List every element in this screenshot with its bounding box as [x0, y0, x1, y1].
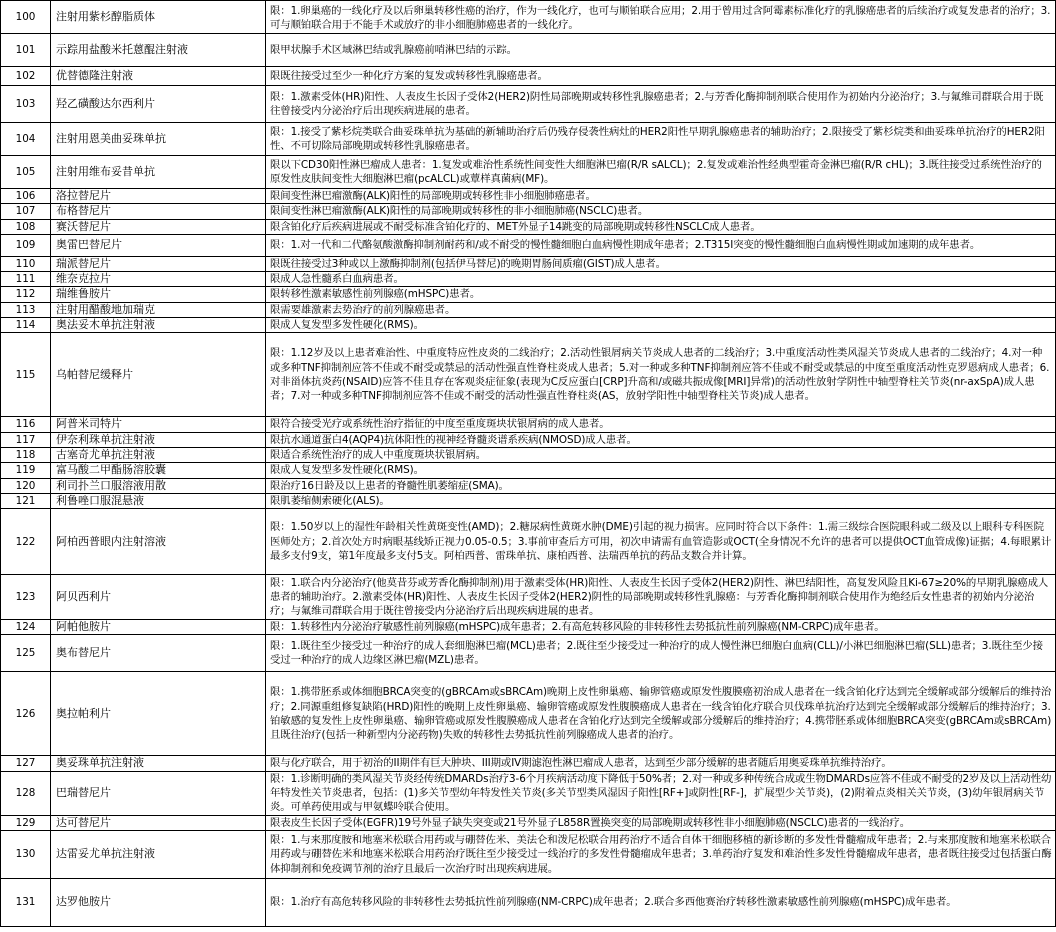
row-number: 126: [1, 672, 51, 756]
table-row: [1, 509, 1056, 575]
payment-restriction: 限：1.50岁以上的湿性年龄相关性黄斑变性(AMD)；2.糖尿病性黄斑水肿(DME)引起的视力损害。应同时符合以下条件：1.需三级综合医院眼科或二级及以上眼科专科医院医师处方；2.首次处方时病眼基线矫正视力0.05-0.5；3.事前审查后方可用，初次申请需有血管造影或OCT(全身情况不允许的患者可以提供OCT血管成像)证据；4.每眼累计最多支付9支，第1年度最多支付5支。阿柏西普、雷珠单抗、康柏西普、法瑞西单抗的药品支数合并计算。: [266, 509, 1056, 575]
row-number: 131: [1, 878, 51, 926]
row-number: 124: [1, 620, 51, 635]
drug-name: 注射用恩美曲妥珠单抗: [51, 123, 266, 156]
row-number: 125: [1, 635, 51, 672]
payment-restriction: 限需要雄激素去势治疗的前列腺癌患者。: [266, 302, 1056, 317]
row-number: 100: [1, 1, 51, 34]
drug-name: 奥布替尼片: [51, 635, 266, 672]
payment-restriction: 限以下CD30阳性淋巴瘤成人患者：1.复发或难治性系统性间变性大细胞淋巴瘤(R/R sALCL)；2.复发或难治性经典型霍奇金淋巴瘤(R/R cHL)；3.既往接受过系统性治疗的原发性皮肤间变性大细胞淋巴瘤(pcALCL)或蕈样真菌病(MF)。: [266, 156, 1056, 189]
payment-restriction: 限间变性淋巴瘤激酶(ALK)阳性的局部晚期或转移性的非小细胞肺癌(NSCLC)患者。: [266, 204, 1056, 219]
row-number: 127: [1, 756, 51, 771]
drug-name: 利鲁唑口服混悬液: [51, 493, 266, 508]
drug-name: 古塞奇尤单抗注射液: [51, 447, 266, 462]
drug-name: 阿普米司特片: [51, 417, 266, 432]
row-number: 128: [1, 771, 51, 815]
table-row: [1, 756, 1056, 771]
drug-name: 洛拉替尼片: [51, 189, 266, 204]
row-number: 120: [1, 478, 51, 493]
drug-name: 乌帕替尼缓释片: [51, 333, 266, 417]
drug-name: 注射用醋酸地加瑞克: [51, 302, 266, 317]
table-row: [1, 123, 1056, 156]
drug-name: 奥拉帕利片: [51, 672, 266, 756]
table-row: [1, 635, 1056, 672]
payment-restriction: 限既往接受过3种或以上激酶抑制剂(包括伊马替尼)的晚期胃肠间质瘤(GIST)成人患者。: [266, 256, 1056, 271]
drug-name: 瑞派替尼片: [51, 256, 266, 271]
payment-restriction: 限成人急性髓系白血病患者。: [266, 272, 1056, 287]
payment-restriction: 限适合系统性治疗的成人中重度斑块状银屑病。: [266, 447, 1056, 462]
drug-name: 优替德隆注射液: [51, 67, 266, 86]
table-row: [1, 478, 1056, 493]
table-row: [1, 771, 1056, 815]
row-number: 114: [1, 318, 51, 333]
payment-restriction: 限成人复发型多发性硬化(RMS)。: [266, 318, 1056, 333]
table-row: [1, 815, 1056, 830]
row-number: 123: [1, 575, 51, 620]
drug-name: 注射用维布妥昔单抗: [51, 156, 266, 189]
table-row: [1, 493, 1056, 508]
payment-restriction: 限治疗16日龄及以上患者的脊髓性肌萎缩症(SMA)。: [266, 478, 1056, 493]
table-row: [1, 156, 1056, 189]
row-number: 102: [1, 67, 51, 86]
drug-name: 奥雷巴替尼片: [51, 234, 266, 256]
payment-restriction: 限：1.诊断明确的类风湿关节炎经传统DMARDs治疗3-6个月疾病活动度下降低于50%者；2.对一种或多种传统合成或生物DMARDs应答不佳或不耐受的2岁及以上活动性幼年特发性关节炎患者，包括：(1)多关节型幼年特发性关节炎(多关节型类风湿因子阳性[RF+]或阴性[RF-]，扩展型少关节炎)，(2)附着点炎相关关节炎，(3)幼年银屑病关节炎。可单药使用或与甲氨蝶呤联合使用。: [266, 771, 1056, 815]
table-row: [1, 830, 1056, 878]
payment-restriction: 限与化疗联合，用于初治的II期伴有巨大肿块、III期或IV期滤泡性淋巴瘤成人患者，达到至少部分缓解的患者随后用奥妥珠单抗维持治疗。: [266, 756, 1056, 771]
table-row: [1, 272, 1056, 287]
row-number: 108: [1, 219, 51, 234]
drug-name: 示踪用盐酸米托蒽醌注射液: [51, 34, 266, 67]
row-number: 130: [1, 830, 51, 878]
payment-restriction: 限转移性激素敏感性前列腺癌(mHSPC)患者。: [266, 287, 1056, 302]
payment-restriction: 限：1.联合内分泌治疗(他莫昔芬或芳香化酶抑制剂)用于激素受体(HR)阳性、人表皮生长因子受体2(HER2)阴性、淋巴结阳性，高复发风险且Ki-67≥20%的早期乳腺癌成人患者的辅助治疗。2.激素受体(HR)阳性、人表皮生长因子受体2(HER2)阴性的局部晚期或转移性乳腺癌：与芳香化酶抑制剂联合使用作为绝经后女性患者的初始内分泌治疗；与氟维司群联合用于既往曾接受内分泌治疗后出现疾病进展的患者。: [266, 575, 1056, 620]
payment-restriction: 限抗水通道蛋白4(AQP4)抗体阳性的视神经脊髓炎谱系疾病(NMOSD)成人患者。: [266, 432, 1056, 447]
payment-restriction: 限：1.12岁及以上患者难治性、中重度特应性皮炎的二线治疗；2.活动性银屑病关节炎成人患者的二线治疗；3.中重度活动性类风湿关节炎成人患者的二线治疗；4.对一种或多种TNF抑制剂应答不佳或不耐受或禁忌的活动性强直性脊柱炎成人患者；5.对一种或多种TNF抑制剂应答不佳或不耐受或禁忌的中度至重度活动性克罗恩病成人患者；6.对非甾体抗炎药(NSAID)应答不佳且存在客观炎症征象(表现为C反应蛋白[CRP]升高和/或磁共振成像[MRI]异常)的活动性放射学阴性中轴型脊柱关节炎(nr-axSpA)成人患者；7.对一种或多种TNF抑制剂应答不佳或不耐受的活动性强直性脊柱炎(AS，放射学阳性中轴型脊柱关节炎)成人患者。: [266, 333, 1056, 417]
table-row: [1, 34, 1056, 67]
table-row: [1, 234, 1056, 256]
drug-name: 赛沃替尼片: [51, 219, 266, 234]
table-row: [1, 67, 1056, 86]
table-body: [1, 1, 1056, 927]
row-number: 110: [1, 256, 51, 271]
table-row: [1, 417, 1056, 432]
drug-name: 伊奈利珠单抗注射液: [51, 432, 266, 447]
drug-name: 阿帕他胺片: [51, 620, 266, 635]
table-row: [1, 620, 1056, 635]
row-number: 107: [1, 204, 51, 219]
row-number: 106: [1, 189, 51, 204]
drug-name: 富马酸二甲酯肠溶胶囊: [51, 463, 266, 478]
row-number: 104: [1, 123, 51, 156]
table-row: [1, 189, 1056, 204]
row-number: 117: [1, 432, 51, 447]
row-number: 101: [1, 34, 51, 67]
payment-restriction: 限既往接受过至少一种化疗方案的复发或转移性乳腺癌患者。: [266, 67, 1056, 86]
table-row: [1, 302, 1056, 317]
row-number: 105: [1, 156, 51, 189]
table-row: [1, 86, 1056, 123]
table-row: [1, 575, 1056, 620]
row-number: 122: [1, 509, 51, 575]
table-row: [1, 878, 1056, 926]
row-number: 119: [1, 463, 51, 478]
payment-restriction: 限：1.卵巢癌的一线化疗及以后卵巢转移性癌的治疗，作为一线化疗，也可与顺铂联合应用；2.用于曾用过含阿霉素标准化疗的乳腺癌患者的后续治疗或复发患者的治疗；3.可与顺铂联合用于不能手术或放疗的非小细胞肺癌患者的一线化疗。: [266, 1, 1056, 34]
table-row: [1, 333, 1056, 417]
payment-restriction: 限含铂化疗后疾病进展或不耐受标准含铂化疗的、MET外显子14跳变的局部晚期或转移性NSCLC成人患者。: [266, 219, 1056, 234]
row-number: 118: [1, 447, 51, 462]
table-row: [1, 447, 1056, 462]
drug-name: 达可替尼片: [51, 815, 266, 830]
row-number: 103: [1, 86, 51, 123]
drug-name: 达雷妥尤单抗注射液: [51, 830, 266, 878]
row-number: 112: [1, 287, 51, 302]
drug-name: 达罗他胺片: [51, 878, 266, 926]
payment-restriction: 限肌萎缩侧索硬化(ALS)。: [266, 493, 1056, 508]
payment-restriction: 限：1.治疗有高危转移风险的非转移性去势抵抗性前列腺癌(NM-CRPC)成年患者；2.联合多西他赛治疗转移性激素敏感性前列腺癌(mHSPC)成年患者。: [266, 878, 1056, 926]
payment-restriction: 限：1.对一代和二代酪氨酸激酶抑制剂耐药和/或不耐受的慢性髓细胞白血病慢性期成年患者；2.T315I突变的慢性髓细胞白血病慢性期或加速期的成年患者。: [266, 234, 1056, 256]
drug-name: 布格替尼片: [51, 204, 266, 219]
drug-name: 巴瑞替尼片: [51, 771, 266, 815]
payment-restriction: 限：1.接受了紫杉烷类联合曲妥珠单抗为基础的新辅助治疗后仍残存侵袭性病灶的HER2阳性早期乳腺癌患者的辅助治疗；2.限接受了紫杉烷类和曲妥珠单抗治疗的HER2阳性、不可切除局部晚期或转移性乳腺癌患者。: [266, 123, 1056, 156]
drug-name: 阿柏西普眼内注射溶液: [51, 509, 266, 575]
payment-restriction: 限表皮生长因子受体(EGFR)19号外显子缺失突变或21号外显子L858R置换突变的局部晚期或转移性非小细胞肺癌(NSCLC)患者的一线治疗。: [266, 815, 1056, 830]
payment-restriction: 限：1.激素受体(HR)阳性、人表皮生长因子受体2(HER2)阴性局部晚期或转移性乳腺癌患者；2.与芳香化酶抑制剂联合使用作为初始内分泌治疗；3.与氟维司群联合用于既往曾接受内分泌治疗后出现疾病进展的患者。: [266, 86, 1056, 123]
drug-name: 维奈克拉片: [51, 272, 266, 287]
payment-restriction: 限：1.携带胚系或体细胞BRCA突变的(gBRCAm或sBRCAm)晚期上皮性卵巢癌、输卵管癌或原发性腹膜癌初治成人患者在一线含铂化疗达到完全缓解或部分缓解后的维持治疗；2.同源重组修复缺陷(HRD)阳性的晚期上皮性卵巢癌、输卵管癌或原发性腹膜癌成人患者在一线含铂化疗联合贝伐珠单抗治疗达到完全缓解或部分缓解后的维持治疗；3.铂敏感的复发性上皮性卵巢癌、输卵管癌或原发性腹膜癌成人患者在含铂化疗达到完全缓解或部分缓解后的维持治疗；4.携带胚系或体细胞BRCA突变(gBRCAm或sBRCAm)且既往治疗(包括一种新型内分泌药物)失败的转移性去势抵抗性前列腺癌成人患者的治疗。: [266, 672, 1056, 756]
row-number: 111: [1, 272, 51, 287]
payment-restriction: 限间变性淋巴瘤激酶(ALK)阳性的局部晚期或转移性非小细胞肺癌患者。: [266, 189, 1056, 204]
drug-name: 奥妥珠单抗注射液: [51, 756, 266, 771]
table-row: [1, 1, 1056, 34]
drug-name: 注射用紫杉醇脂质体: [51, 1, 266, 34]
table-row: [1, 432, 1056, 447]
table-row: [1, 204, 1056, 219]
row-number: 109: [1, 234, 51, 256]
table-row: [1, 219, 1056, 234]
table-row: [1, 463, 1056, 478]
payment-restriction: 限符合接受光疗或系统性治疗指征的中度至重度斑块状银屑病的成人患者。: [266, 417, 1056, 432]
drug-name: 阿贝西利片: [51, 575, 266, 620]
table-row: [1, 256, 1056, 271]
payment-restriction: 限成人复发型多发性硬化(RMS)。: [266, 463, 1056, 478]
drug-name: 羟乙磺酸达尔西利片: [51, 86, 266, 123]
row-number: 113: [1, 302, 51, 317]
payment-restriction: 限：1.与来那度胺和地塞米松联合用药或与硼替佐米、美法仑和泼尼松联合用药治疗不适合自体干细胞移植的新诊断的多发性骨髓瘤成年患者；2.与来那度胺和地塞米松联合用药或与硼替佐米和地塞米松联合用药治疗既往至少接受过一线治疗的多发性骨髓瘤成年患者；3.单药治疗复发和难治性多发性骨髓瘤成年患者，患者既往接受过包括蛋白酶体抑制剂和免疫调节剂的治疗且最后一次治疗时出现疾病进展。: [266, 830, 1056, 878]
row-number: 121: [1, 493, 51, 508]
table-row: [1, 287, 1056, 302]
drug-name: 瑞维鲁胺片: [51, 287, 266, 302]
drug-name: 利司扑兰口服溶液用散: [51, 478, 266, 493]
payment-restriction: 限：1.转移性内分泌治疗敏感性前列腺癌(mHSPC)成年患者；2.有高危转移风险的非转移性去势抵抗性前列腺癌(NM-CRPC)成年患者。: [266, 620, 1056, 635]
row-number: 129: [1, 815, 51, 830]
row-number: 116: [1, 417, 51, 432]
table-row: [1, 672, 1056, 756]
payment-restriction: 限：1.既往至少接受过一种治疗的成人套细胞淋巴瘤(MCL)患者；2.既往至少接受过一种治疗的成人慢性淋巴细胞白血病(CLL)/小淋巴细胞淋巴瘤(SLL)患者；3.既往至少接受过一种治疗的成人边缘区淋巴瘤(MZL)患者。: [266, 635, 1056, 672]
row-number: 115: [1, 333, 51, 417]
drug-name: 奥法妥木单抗注射液: [51, 318, 266, 333]
table-row: [1, 318, 1056, 333]
payment-restriction: 限甲状腺手术区域淋巴结或乳腺癌前哨淋巴结的示踪。: [266, 34, 1056, 67]
